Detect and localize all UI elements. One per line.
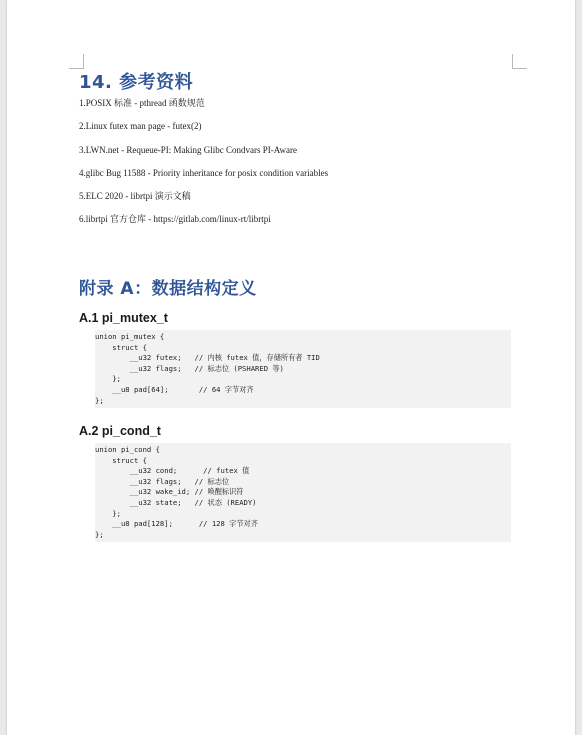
reference-item: 5.ELC 2020 - librtpi 演示文稿 — [79, 191, 191, 202]
code-line: }; — [95, 508, 121, 518]
subheading-pi-cond: A.2 pi_cond_t — [79, 424, 161, 438]
code-line: __u32 cond; // futex 值 — [95, 466, 250, 476]
document-page — [7, 0, 575, 735]
code-line: __u32 wake_id; // 唤醒标识符 — [95, 487, 244, 497]
code-block-pi-cond — [95, 443, 511, 542]
code-line: __u32 state; // 状态 (READY) — [95, 497, 257, 507]
reference-item: 2.Linux futex man page - futex(2) — [79, 121, 202, 132]
code-line: struct { — [95, 455, 147, 465]
reference-item: 4.glibc Bug 11588 - Priority inheritance for posix condition variables — [79, 167, 329, 178]
reference-item: 6.librtpi 官方仓库 - https://gitlab.com/linux-rt/librtpi — [79, 214, 271, 225]
code-line: }; — [95, 529, 104, 539]
section-heading: 14. 参考资料 — [79, 72, 194, 93]
code-line: }; — [95, 395, 104, 405]
code-line: union pi_cond { — [95, 445, 160, 454]
reference-item: 3.LWN.net - Requeue-PI: Making Glibc Condvars PI-Aware — [79, 144, 297, 155]
code-line: }; — [95, 374, 121, 384]
reference-item: 1.POSIX 标准 - pthread 函数规范 — [79, 98, 205, 108]
code-line: __u32 flags; // 标志位 (PSHARED 等) — [95, 363, 284, 373]
code-line: union pi_mutex { — [95, 332, 165, 341]
code-line: __u8 pad[128]; // 128 字节对齐 — [95, 519, 258, 529]
crop-mark-top-right — [512, 54, 527, 69]
subheading-pi-mutex: A.1 pi_mutex_t — [79, 311, 168, 325]
code-line: __u32 futex; // 内核 futex 值，存储所有者 TID — [95, 353, 320, 363]
code-line: struct { — [95, 342, 147, 352]
code-block-pi-mutex — [95, 330, 511, 408]
reference-list — [79, 98, 328, 238]
crop-mark-top-left — [69, 54, 84, 69]
code-line: __u8 pad[64]; // 64 字节对齐 — [95, 384, 254, 394]
code-line: __u32 flags; // 标志位 — [95, 476, 230, 486]
appendix-heading: 附录 A：数据结构定义 — [79, 279, 257, 299]
